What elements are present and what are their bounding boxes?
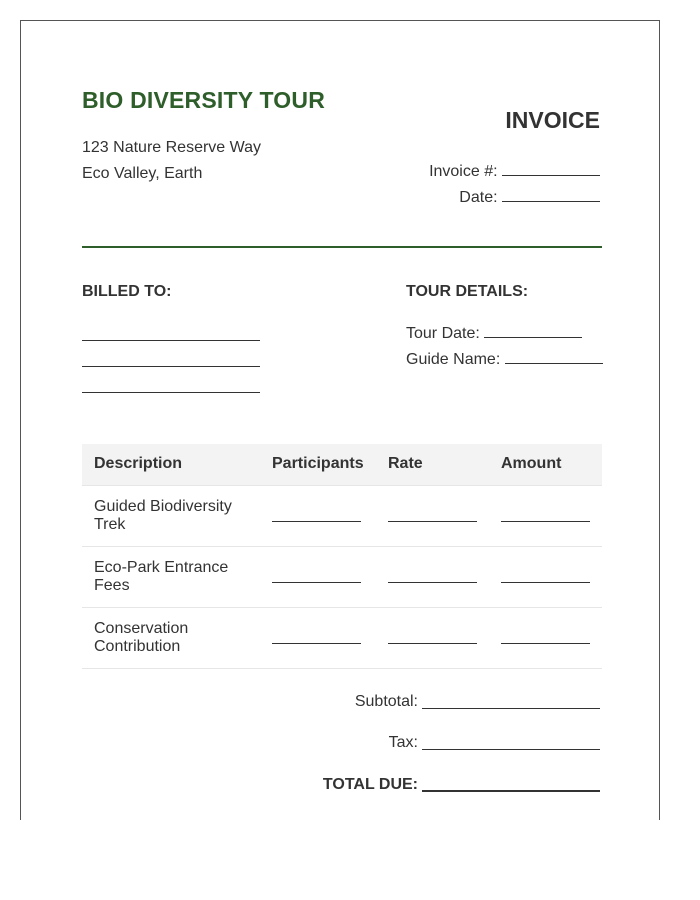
item-description: Guided Biodiversity Trek	[82, 485, 260, 546]
tax-label: Tax:	[388, 734, 418, 751]
invoice-date-label: Date:	[459, 189, 498, 206]
billed-to-blank-line-2	[82, 366, 260, 367]
subtotal-row	[355, 693, 600, 711]
rate-cell	[376, 607, 489, 668]
amount-cell	[489, 546, 602, 607]
amount-blank	[501, 643, 590, 644]
billed-to-blank-line-1	[82, 340, 260, 341]
company-address-line2: Eco Valley, Earth	[82, 165, 203, 182]
items-table-header-row	[82, 444, 602, 485]
column-header-amount: Amount	[489, 444, 602, 485]
column-header-description: Description	[82, 444, 260, 485]
rate-cell	[376, 546, 489, 607]
participants-blank	[272, 582, 361, 583]
guide-name-label: Guide Name:	[406, 351, 501, 368]
tour-date-blank	[484, 336, 582, 338]
subtotal-blank	[422, 708, 600, 709]
total-due-blank	[422, 790, 600, 792]
participants-cell	[260, 546, 376, 607]
table-row	[82, 607, 602, 668]
guide-name-blank	[505, 362, 603, 364]
item-description: Eco-Park Entrance Fees	[82, 546, 260, 607]
subtotal-label: Subtotal:	[354, 693, 418, 710]
invoice-page	[20, 20, 660, 820]
total-due-label: TOTAL DUE:	[322, 776, 418, 793]
header-divider	[82, 246, 602, 248]
rate-blank	[388, 643, 477, 644]
billed-to-heading: BILLED TO:	[82, 283, 172, 300]
guide-name-field	[406, 351, 603, 369]
tour-details-heading: TOUR DETAILS:	[406, 283, 529, 300]
amount-blank	[501, 582, 590, 583]
table-row	[82, 546, 602, 607]
column-header-rate: Rate	[376, 444, 489, 485]
item-description: Conservation Contribution	[82, 607, 260, 668]
total-due-row	[323, 776, 600, 794]
invoice-date-blank	[502, 200, 600, 202]
invoice-number-label: Invoice #:	[429, 163, 498, 180]
company-address-line1: 123 Nature Reserve Way	[82, 139, 262, 156]
participants-cell	[260, 485, 376, 546]
rate-blank	[388, 582, 477, 583]
invoice-number-blank	[502, 174, 600, 176]
participants-cell	[260, 607, 376, 668]
amount-cell	[489, 485, 602, 546]
invoice-date-field	[459, 189, 600, 207]
tour-date-label: Tour Date:	[406, 325, 480, 342]
invoice-title: INVOICE	[505, 107, 600, 133]
rate-blank	[388, 521, 477, 522]
amount-blank	[501, 521, 590, 522]
table-row	[82, 485, 602, 546]
invoice-number-field	[429, 163, 600, 181]
billed-to-blank-line-3	[82, 392, 260, 393]
company-name: BIO DIVERSITY TOUR	[82, 87, 326, 113]
participants-blank	[272, 643, 361, 644]
tax-row	[389, 734, 600, 752]
rate-cell	[376, 485, 489, 546]
participants-blank	[272, 521, 361, 522]
amount-cell	[489, 607, 602, 668]
items-table	[82, 444, 602, 669]
tour-date-field	[406, 325, 582, 343]
tax-blank	[422, 749, 600, 750]
column-header-participants: Participants	[260, 444, 376, 485]
